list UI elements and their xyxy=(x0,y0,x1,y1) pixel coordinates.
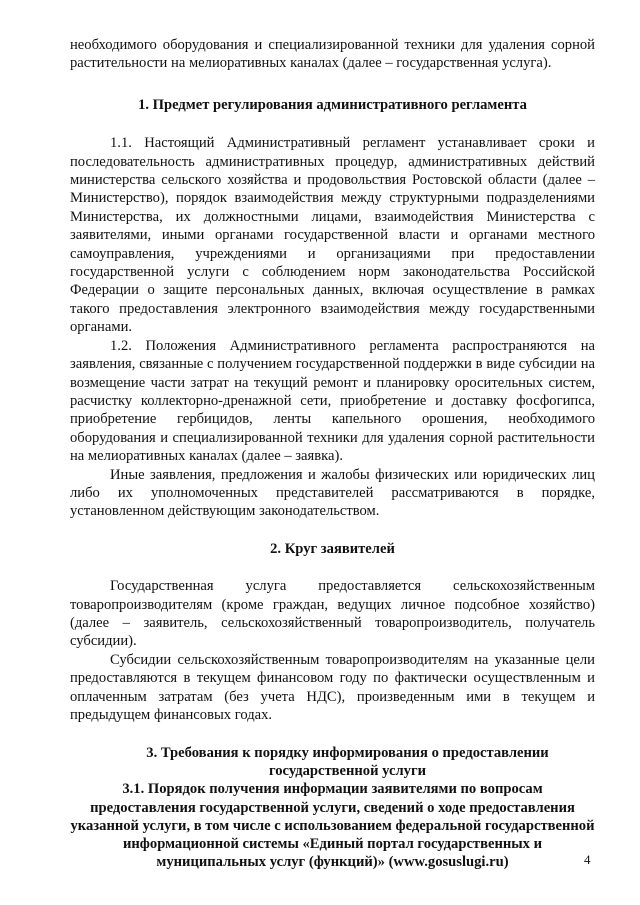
section-1-paragraph-3: Иные заявления, предложения и жалобы физических или юридических лиц либо их уполномоченных представителей рассматриваются в порядке, установленном действующим законодательством. xyxy=(70,466,595,520)
section-2-paragraph-1: Государственная услуга предоставляется сельскохозяйственным товаропроизводителям (кроме граждан, ведущих личное подсобное хозяйство) (далее – заявитель, сельскохозяйственный товаропроизводитель, получатель субсидии). xyxy=(70,578,595,650)
page-number: 4 xyxy=(584,852,591,867)
section-3-title: 3. Требования к порядку информирования о предоставлении государственной услуги xyxy=(146,745,549,780)
section-1-title: 1. Предмет регулирования административного регламента xyxy=(138,96,527,113)
section-2-title: 2. Круг заявителей xyxy=(270,540,395,557)
section-3-1-subtitle: 3.1. Порядок получения информации заявителями по вопросам предоставления государственной услуги, сведений о ходе предоставления указанной услуги, в том числе с использованием федеральной государственной информационной системы «Единый портал государственных и муниципальных услуг (функций)» (www.gosuslugi.ru) xyxy=(70,781,595,871)
section-2-paragraph-2: Субсидии сельскохозяйственным товаропроизводителям на указанные цели предоставляются в текущем финансовом году по фактически осуществленным и оплаченным затратам (без учета НДС), произведенным ими в текущем и предыдущем финансовых годах. xyxy=(70,651,595,723)
document-page xyxy=(70,36,595,871)
section-1-paragraph-1: 1.1. Настоящий Административный регламент устанавливает сроки и последовательность административных процедур, административных действий министерства сельского хозяйства и продовольствия Ростовской области (далее – Министерство), порядок взаимодействия между структурными подразделениями Министерства, их должностными лицами, взаимодействия Министерства с заявителями, иными органами государственной власти и органами местного самоуправления, учреждениями и организациями при предоставлении государственной услуги с соблюдением норм законодательства Российской Федерации о защите персональных данных, включая осуществление в рамках такого предоставления электронного взаимодействия между государственными органами. xyxy=(70,135,595,336)
section-1-paragraph-2: 1.2. Положения Административного регламента распространяются на заявления, связанные с получением государственной поддержки в виде субсидии на возмещение части затрат на текущий ремонт и планировку оросительных систем, расчистку коллекторно-дренажной сети, приобретение и доставку фосфогипса, приобретение гербицидов, ленты капельного орошения, необходимого оборудования и специализированной техники для удаления сорной растительности на мелиоративных каналах (далее – заявка). xyxy=(70,337,595,465)
intro-tail-paragraph: необходимого оборудования и специализированной техники для удаления сорной растительности на мелиоративных каналах (далее – государственная услуга). xyxy=(70,37,595,72)
